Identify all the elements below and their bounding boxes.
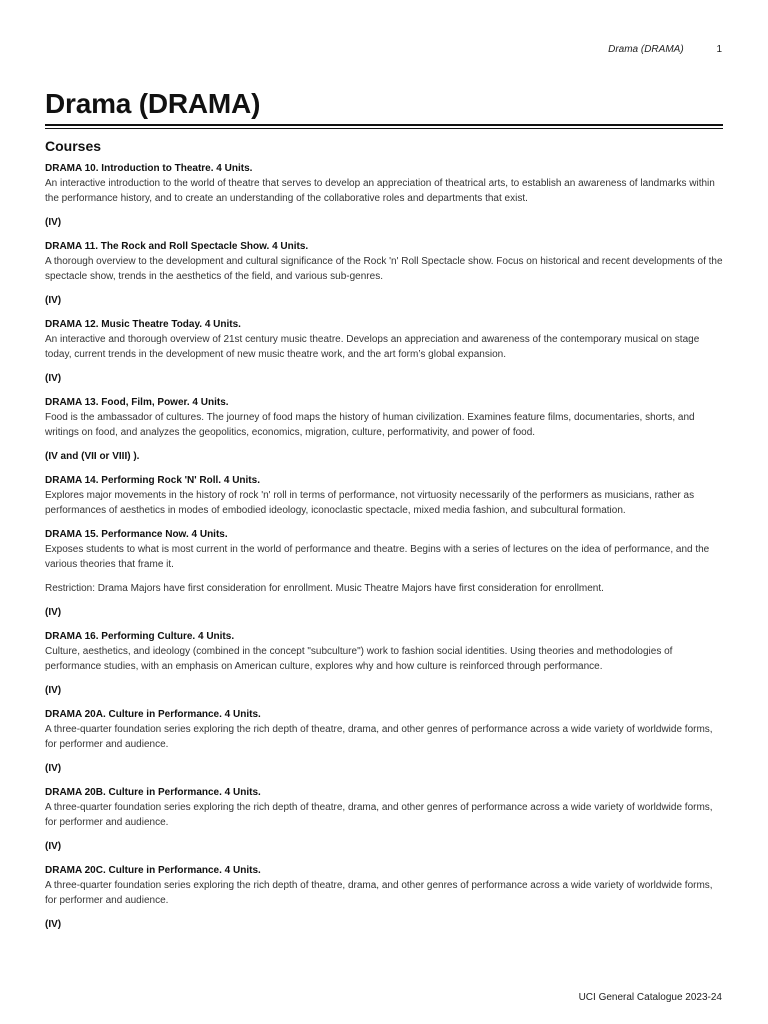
course-title: DRAMA 11. The Rock and Roll Spectacle Show. 4 Units. (45, 241, 309, 252)
course-ge-category: (IV) (45, 919, 62, 930)
page-title: Drama (DRAMA) (45, 88, 261, 119)
course-ge-category: (IV) (45, 373, 62, 384)
title-rule-thick (45, 124, 723, 126)
course-ge-category: (IV) (45, 607, 62, 618)
course-description: An interactive introduction to the world of theatre that serves to develop an appreciation of theatrical arts, to establish an awareness of landmarks within the performance history, and to create an understanding of the collaborative roles and departments that exist. (45, 178, 715, 204)
course-ge-category: (IV and (VII or VIII) ). (45, 451, 140, 462)
course-title: DRAMA 16. Performing Culture. 4 Units. (45, 631, 235, 642)
course-ge-category: (IV) (45, 841, 62, 852)
course-entry (45, 317, 725, 386)
course-list (45, 161, 725, 932)
course-entry (45, 785, 725, 854)
title-rule-thin (45, 128, 723, 129)
course-title: DRAMA 20B. Culture in Performance. 4 Units. (45, 787, 261, 798)
course-description: Culture, aesthetics, and ideology (combined in the concept "subculture") work to fashion social identities. Using theories and methodologies of performance studies, with an emphasis on American culture, explores why and how culture is reinforced through performance. (45, 646, 673, 672)
course-description: Exposes students to what is most current in the world of performance and theatre. Begins with a series of lectures on the idea of performance, and the various theories that frame it. (45, 544, 710, 570)
course-title: DRAMA 12. Music Theatre Today. 4 Units. (45, 319, 241, 330)
course-ge-category: (IV) (45, 295, 62, 306)
course-entry (45, 527, 725, 620)
course-ge-category: (IV) (45, 685, 62, 696)
course-ge-category: (IV) (45, 763, 62, 774)
course-entry (45, 473, 725, 518)
course-title: DRAMA 20C. Culture in Performance. 4 Units. (45, 865, 261, 876)
course-entry (45, 395, 725, 464)
course-entry (45, 239, 725, 308)
running-head-title: Drama (DRAMA) (608, 44, 684, 55)
course-restriction: Restriction: Drama Majors have first consideration for enrollment. Music Theatre Majors have first consideration for enrollment. (45, 583, 604, 594)
course-title: DRAMA 10. Introduction to Theatre. 4 Units. (45, 163, 253, 174)
course-description: A thorough overview to the development and cultural significance of the Rock 'n' Roll Spectacle show. Focus on historical and recent developments of the spectacle show, trends in the aesthetics of the field, and various sub-genres. (45, 256, 723, 282)
course-entry (45, 707, 725, 776)
running-head (608, 44, 722, 55)
course-title: DRAMA 15. Performance Now. 4 Units. (45, 529, 228, 540)
course-description: Explores major movements in the history of rock 'n' roll in terms of performance, not virtuosity necessarily of the performers as musicians, rather as performances of aesthetics in modes of embodied ideology, iconoclastic spectacle, mixed media fashion, and subcultural formation. (45, 490, 695, 516)
course-entry (45, 629, 725, 698)
course-description: A three-quarter foundation series exploring the rich depth of theatre, drama, and other genres of performance across a wide variety of worldwide forms, for performer and audience. (45, 880, 713, 906)
course-title: DRAMA 20A. Culture in Performance. 4 Units. (45, 709, 261, 720)
course-title: DRAMA 13. Food, Film, Power. 4 Units. (45, 397, 229, 408)
course-description: A three-quarter foundation series exploring the rich depth of theatre, drama, and other genres of performance across a wide variety of worldwide forms, for performer and audience. (45, 724, 713, 750)
course-ge-category: (IV) (45, 217, 62, 228)
course-description: An interactive and thorough overview of 21st century music theatre. Develops an appreciation and awareness of the contemporary musical on stage today, current trends in the development of new music theatre work, and the art form’s global expansion. (45, 334, 700, 360)
course-description: A three-quarter foundation series exploring the rich depth of theatre, drama, and other genres of performance across a wide variety of worldwide forms, for performer and audience. (45, 802, 713, 828)
page-footer: UCI General Catalogue 2023-24 (578, 992, 722, 1003)
course-entry (45, 161, 725, 230)
section-heading: Courses (45, 138, 102, 154)
course-entry (45, 863, 725, 932)
page-number: 1 (716, 44, 722, 55)
course-description: Food is the ambassador of cultures. The journey of food maps the history of human civilization. Examines feature films, documentaries, shorts, and writings on food, and analyzes the geopolitics, economics, migration, culture, performativity, and power of food. (45, 412, 695, 438)
course-title: DRAMA 14. Performing Rock 'N' Roll. 4 Units. (45, 475, 260, 486)
